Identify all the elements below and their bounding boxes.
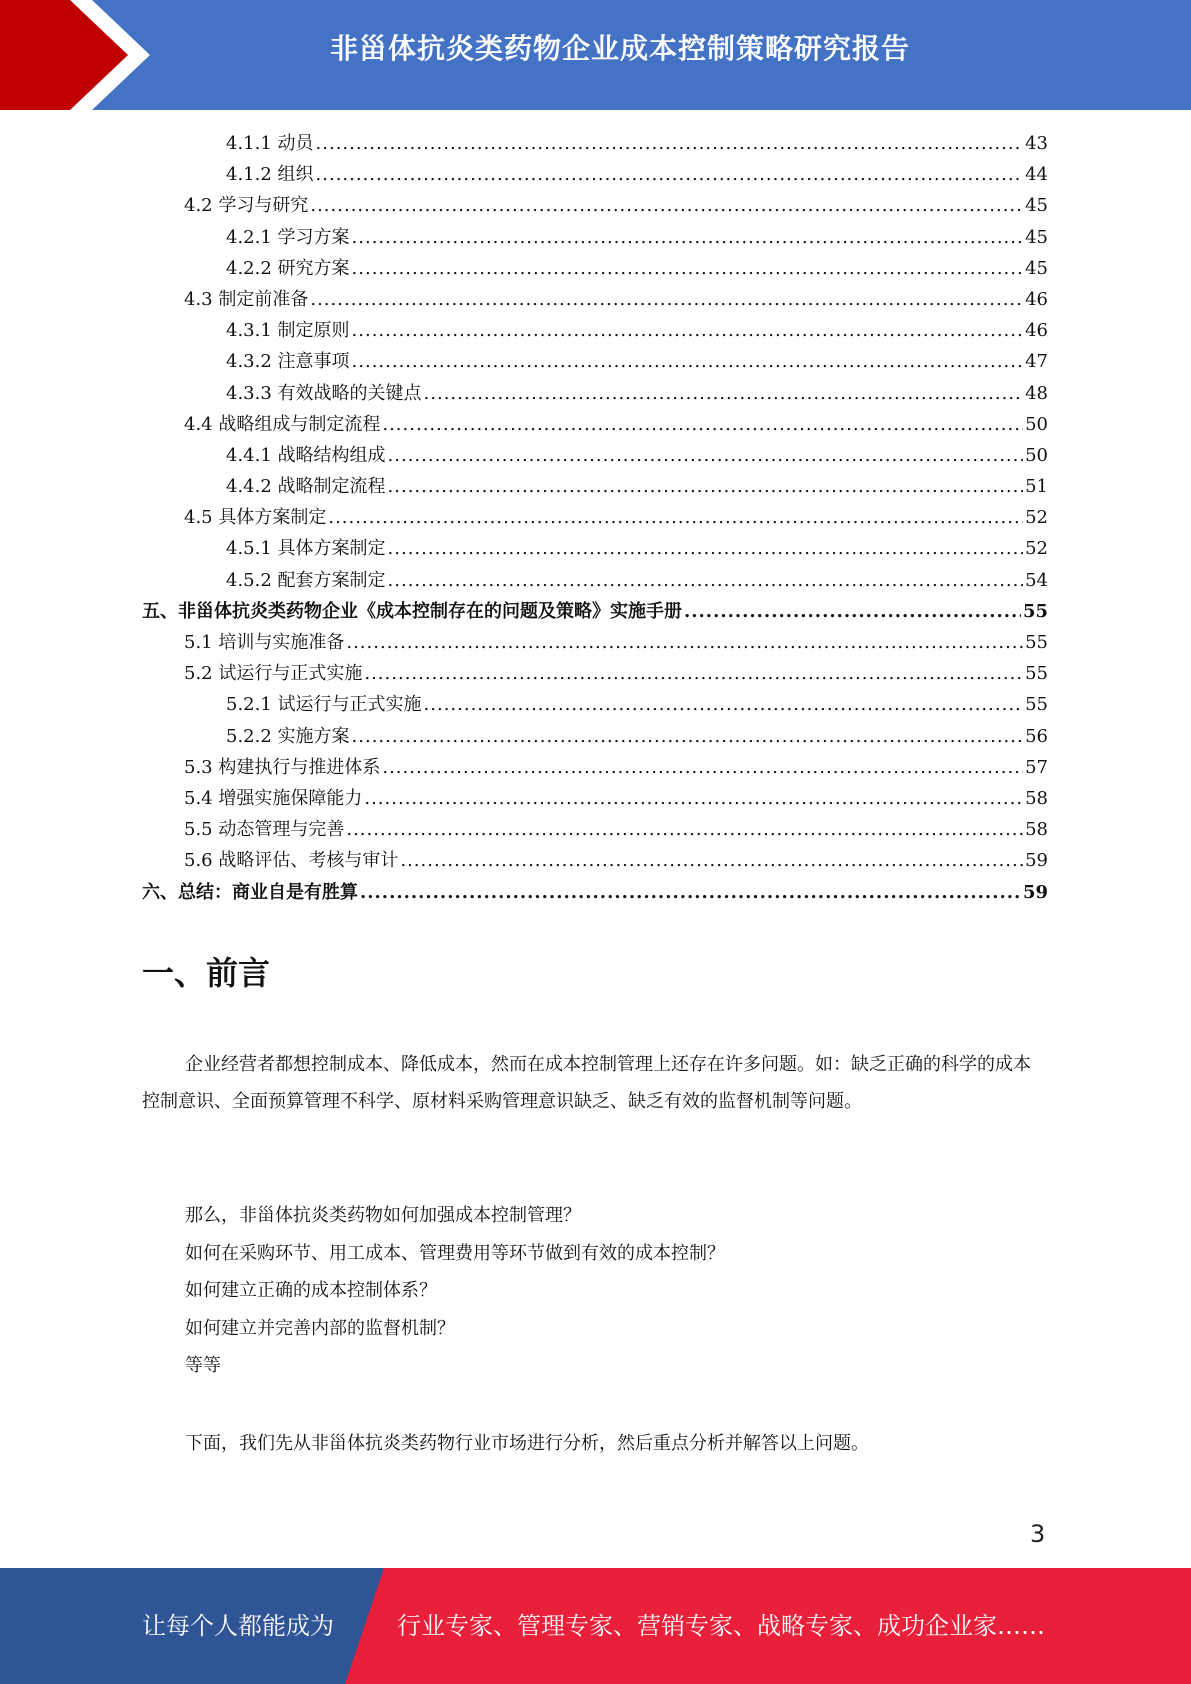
section-heading: 一、前言	[142, 954, 271, 992]
toc-entry	[142, 159, 1048, 190]
toc-entry-label: 5.6 战略评估、考核与审计	[184, 850, 399, 872]
table-of-contents	[142, 128, 1048, 908]
toc-entry	[142, 845, 1048, 876]
toc-dot-leader	[364, 783, 1023, 814]
footer-slogan-right: 行业专家、管理专家、营销专家、战略专家、成功企业家……	[397, 1612, 1045, 1640]
toc-entry	[142, 190, 1048, 221]
toc-entry-label: 4.3.2 注意事项	[226, 351, 350, 373]
toc-dot-leader	[382, 409, 1023, 440]
toc-dot-leader	[684, 596, 1021, 627]
toc-dot-leader	[364, 658, 1023, 689]
toc-entry-label: 5.2.1 试运行与正式实施	[226, 694, 422, 716]
toc-entry	[142, 658, 1048, 689]
closing-paragraph: 下面，我们先从非甾体抗炎类药物行业市场进行分析，然后重点分析并解答以上问题。	[185, 1433, 869, 1454]
toc-dot-leader	[316, 159, 1024, 190]
toc-entry-label: 5.4 增强实施保障能力	[184, 787, 363, 809]
toc-entry-label: 4.1.2 组织	[226, 164, 314, 186]
toc-entry-label: 5.2.2 实施方案	[226, 725, 350, 747]
footer-slogan-left: 让每个人都能成为	[142, 1612, 334, 1640]
toc-dot-leader	[328, 502, 1023, 533]
toc-dot-leader	[352, 346, 1024, 377]
toc-entry-page: 54	[1025, 569, 1048, 591]
toc-dot-leader	[310, 284, 1023, 315]
toc-entry-page: 52	[1025, 507, 1048, 529]
toc-entry-label: 5.5 动态管理与完善	[184, 819, 345, 841]
toc-entry-page: 45	[1025, 257, 1048, 279]
toc-entry-label: 4.5.1 具体方案制定	[226, 538, 386, 560]
toc-entry-label: 5.1 培训与实施准备	[184, 632, 345, 653]
toc-dot-leader	[388, 565, 1024, 596]
toc-dot-leader	[424, 689, 1024, 720]
toc-entry	[142, 783, 1048, 814]
report-title: 非甾体抗炎类药物企业成本控制策略研究报告	[329, 32, 910, 65]
intro-paragraph: 企业经营者都想控制成本、降低成本，然而在成本控制管理上还存在许多问题。如：缺乏正确的科学的成本控制意识、全面预算管理不科学、原材料采购管理意识缺乏、缺乏有效的监督机制等问题。	[142, 1054, 1031, 1112]
toc-entry-page: 56	[1025, 725, 1048, 747]
toc-dot-leader	[316, 128, 1024, 159]
toc-entry	[142, 752, 1048, 783]
toc-entry-page: 55	[1025, 632, 1048, 653]
question-item: 如何在采购环节、用工成本、管理费用等环节做到有效的成本控制？	[185, 1242, 725, 1264]
question-item: 如何建立并完善内部的监督机制？	[185, 1317, 455, 1339]
toc-entry-page: 57	[1025, 756, 1048, 778]
toc-entry-label: 4.5.2 配套方案制定	[226, 569, 386, 591]
question-list	[185, 1197, 725, 1385]
toc-dot-leader	[346, 814, 1023, 845]
toc-entry-page: 46	[1025, 320, 1048, 342]
toc-entry-page: 43	[1025, 133, 1048, 154]
toc-dot-leader	[424, 378, 1024, 409]
toc-entry-label: 五、非甾体抗炎类药物企业《成本控制存在的问题及策略》实施手册	[142, 600, 682, 622]
toc-entry	[142, 877, 1048, 908]
toc-dot-leader	[400, 845, 1023, 876]
toc-entry-label: 4.2 学习与研究	[184, 195, 309, 217]
toc-entry-page: 50	[1025, 444, 1048, 466]
toc-entry	[142, 284, 1048, 315]
toc-entry	[142, 627, 1048, 658]
toc-entry-page: 52	[1025, 538, 1048, 560]
toc-entry-page: 55	[1025, 694, 1048, 716]
toc-entry-label: 4.3 制定前准备	[184, 288, 309, 310]
toc-entry-label: 4.5 具体方案制定	[184, 507, 327, 529]
toc-entry	[142, 689, 1048, 720]
question-item: 等等	[185, 1355, 221, 1376]
toc-entry	[142, 565, 1048, 596]
toc-entry-label: 5.2 试运行与正式实施	[184, 663, 363, 685]
toc-entry	[142, 128, 1048, 159]
toc-entry-label: 4.4 战略组成与制定流程	[184, 413, 381, 435]
toc-entry	[142, 814, 1048, 845]
toc-entry-page: 46	[1025, 288, 1048, 310]
page-header	[0, 0, 1191, 110]
toc-entry-page: 44	[1025, 164, 1048, 186]
toc-entry-page: 45	[1025, 226, 1048, 248]
toc-entry-label: 5.3 构建执行与推进体系	[184, 756, 381, 778]
toc-dot-leader	[352, 222, 1024, 253]
toc-entry	[142, 440, 1048, 471]
toc-entry	[142, 533, 1048, 564]
toc-entry	[142, 471, 1048, 502]
toc-entry-page: 51	[1025, 476, 1048, 498]
toc-dot-leader	[352, 253, 1024, 284]
toc-dot-leader	[310, 190, 1023, 221]
toc-entry	[142, 346, 1048, 377]
page-footer	[0, 1568, 1191, 1684]
toc-entry-label: 4.2.2 研究方案	[226, 257, 350, 279]
toc-dot-leader	[352, 315, 1024, 346]
toc-entry	[142, 502, 1048, 533]
toc-entry-label: 六、总结：商业自是有胜算	[142, 881, 358, 903]
question-item: 如何建立正确的成本控制体系？	[185, 1280, 437, 1301]
toc-entry-label: 4.1.1 动员	[226, 133, 314, 154]
toc-entry	[142, 721, 1048, 752]
toc-entry-page: 58	[1025, 787, 1048, 809]
toc-entry-page: 47	[1025, 351, 1048, 373]
toc-dot-leader	[388, 471, 1024, 502]
toc-entry-label: 4.3.1 制定原则	[226, 320, 350, 342]
toc-dot-leader	[388, 440, 1024, 471]
toc-dot-leader	[346, 627, 1023, 658]
toc-entry-page: 55	[1025, 663, 1048, 685]
toc-dot-leader	[360, 877, 1021, 908]
toc-entry-page: 55	[1022, 600, 1048, 622]
toc-entry-page: 59	[1022, 881, 1048, 903]
toc-dot-leader	[352, 721, 1024, 752]
toc-entry-page: 48	[1025, 382, 1048, 404]
toc-entry	[142, 409, 1048, 440]
toc-entry	[142, 315, 1048, 346]
toc-entry-page: 59	[1025, 850, 1048, 872]
toc-dot-leader	[382, 752, 1023, 783]
toc-entry	[142, 378, 1048, 409]
toc-entry-page: 50	[1025, 413, 1048, 435]
toc-entry	[142, 596, 1048, 627]
toc-dot-leader	[388, 533, 1024, 564]
toc-entry-label: 4.2.1 学习方案	[226, 226, 350, 248]
page-number: 3	[1030, 1520, 1046, 1548]
toc-entry-page: 58	[1025, 819, 1048, 841]
toc-entry-page: 45	[1025, 195, 1048, 217]
toc-entry-label: 4.3.3 有效战略的关键点	[226, 382, 422, 404]
question-item: 那么，非甾体抗炎类药物如何加强成本控制管理？	[185, 1205, 581, 1226]
toc-entry	[142, 253, 1048, 284]
toc-entry	[142, 222, 1048, 253]
toc-entry-label: 4.4.1 战略结构组成	[226, 444, 386, 466]
toc-entry-label: 4.4.2 战略制定流程	[226, 476, 386, 498]
